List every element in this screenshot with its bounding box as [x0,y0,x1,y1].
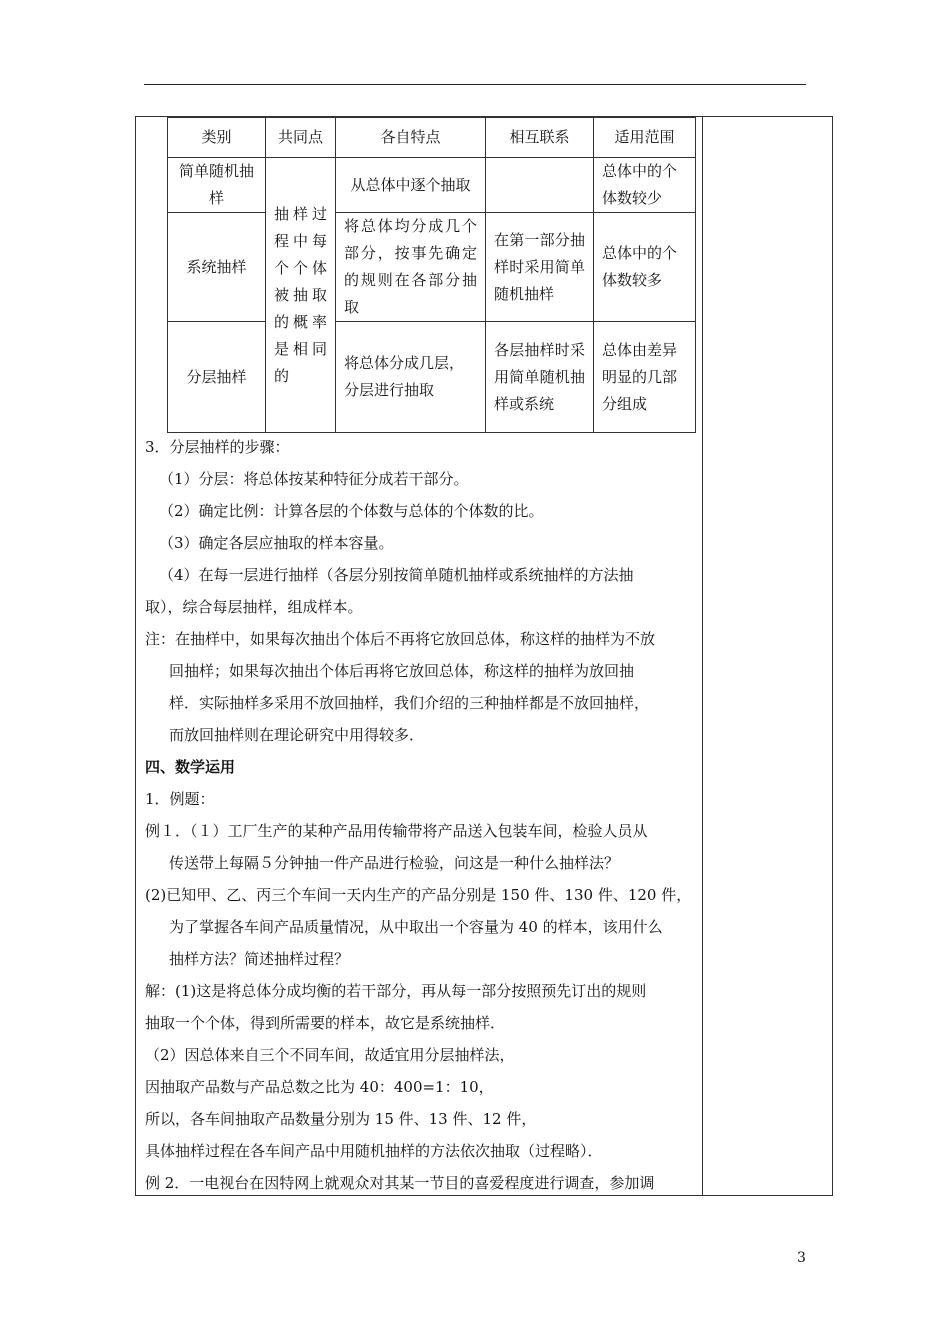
feature-cell: 将总体均分成几个部分，按事先确定的规则在各部分抽取 [336,213,486,322]
header-cell: 适用范围 [594,118,696,158]
text-line: 为了掌握各车间产品质量情况，从中取出一个容量为 40 的样本，该用什么 [169,918,663,936]
table-row [168,213,696,322]
scope-cell: 总体中的个体数较多 [594,213,696,322]
text-line: （2）因总体来自三个不同车间，故适宜用分层抽样法， [145,1046,515,1064]
header-cell: 相互联系 [486,118,594,158]
text-line: 1．例题： [145,790,215,808]
table-row [168,158,696,213]
outer-column-divider [702,116,703,1196]
text-line: （3）确定各层应抽取的样本容量。 [159,534,394,552]
text-line: 抽取一个个体，得到所需要的样本，故它是系统抽样． [145,1014,506,1032]
category-cell: 分层抽样 [168,322,266,433]
text-line: 3．分层抽样的步骤： [145,438,290,456]
text-line: 传送带上每隔５分钟抽一件产品进行检验，问这是一种什么抽样法？ [169,854,620,872]
header-cell: 共同点 [266,118,336,158]
body-text [145,431,698,1199]
text-line: (2)已知甲、乙、丙三个车间一天内生产的产品分别是 150 件、130 件、120 件， [145,886,692,904]
relation-cell: 在第一部分抽样时采用简单随机抽样 [486,213,594,322]
scope-cell: 总体中的个体数较少 [594,158,696,213]
table-header-row [168,118,696,158]
common-point-cell: 抽样过程中每个个体被抽取的概率是相同的 [266,158,336,433]
header-rule [144,84,806,85]
table-row [168,322,696,433]
text-line: 所以，各车间抽取产品数量分别为 15 件、13 件、12 件， [145,1110,537,1128]
header-cell: 类别 [168,118,266,158]
sampling-comparison-table [167,117,696,433]
scope-cell: 总体由差异明显的几部分组成 [594,322,696,433]
relation-cell: 各层抽样时采用简单随机抽样或系统 [486,322,594,433]
text-line: （2）确定比例：计算各层的个体数与总体的个体数的比。 [159,502,544,520]
category-cell: 系统抽样 [168,213,266,322]
text-line: （1）分层：将总体按某种特征分成若干部分。 [159,470,469,488]
text-line: 抽样方法？简述抽样过程？ [169,950,350,968]
section-heading: 四、数学运用 [145,758,236,776]
text-line: 而放回抽样则在理论研究中用得较多． [169,726,425,744]
feature-cell: 将总体分成几层，分层进行抽取 [336,322,486,433]
page-number: 3 [797,1250,806,1266]
text-line: 回抽样；如果每次抽出个体后再将它放回总体，称这样的抽样为放回抽 [169,662,635,680]
category-cell: 简单随机抽样 [168,158,266,213]
text-line: 取），综合每层抽样，组成样本。 [145,598,363,616]
relation-cell [486,158,594,213]
text-line: 例 2．一电视台在因特网上就观众对其某一节目的喜爱程度进行调查，参加调 [145,1174,655,1192]
text-line: （4）在每一层进行抽样（各层分别按简单随机抽样或系统抽样的方法抽 [159,566,634,584]
feature-cell: 从总体中逐个抽取 [336,158,486,213]
text-line: 因抽取产品数与产品总数之比为 40：400=1：10， [145,1078,494,1096]
text-line: 具体抽样过程在各车间产品中用随机抽样的方法依次抽取（过程略）． [145,1142,603,1160]
header-cell: 各自特点 [336,118,486,158]
text-line: 注：在抽样中，如果每次抽出个体后不再将它放回总体，称这样的抽样为不放 [145,630,656,648]
text-line: 解：(1)这是将总体分成均衡的若干部分，再从每一部分按照预先订出的规则 [145,982,647,1000]
text-line: 例１．（１）工厂生产的某种产品用传输带将产品送入包装车间，检验人员从 [145,822,648,840]
text-line: 样．实际抽样多采用不放回抽样，我们介绍的三种抽样都是不放回抽样， [169,694,650,712]
